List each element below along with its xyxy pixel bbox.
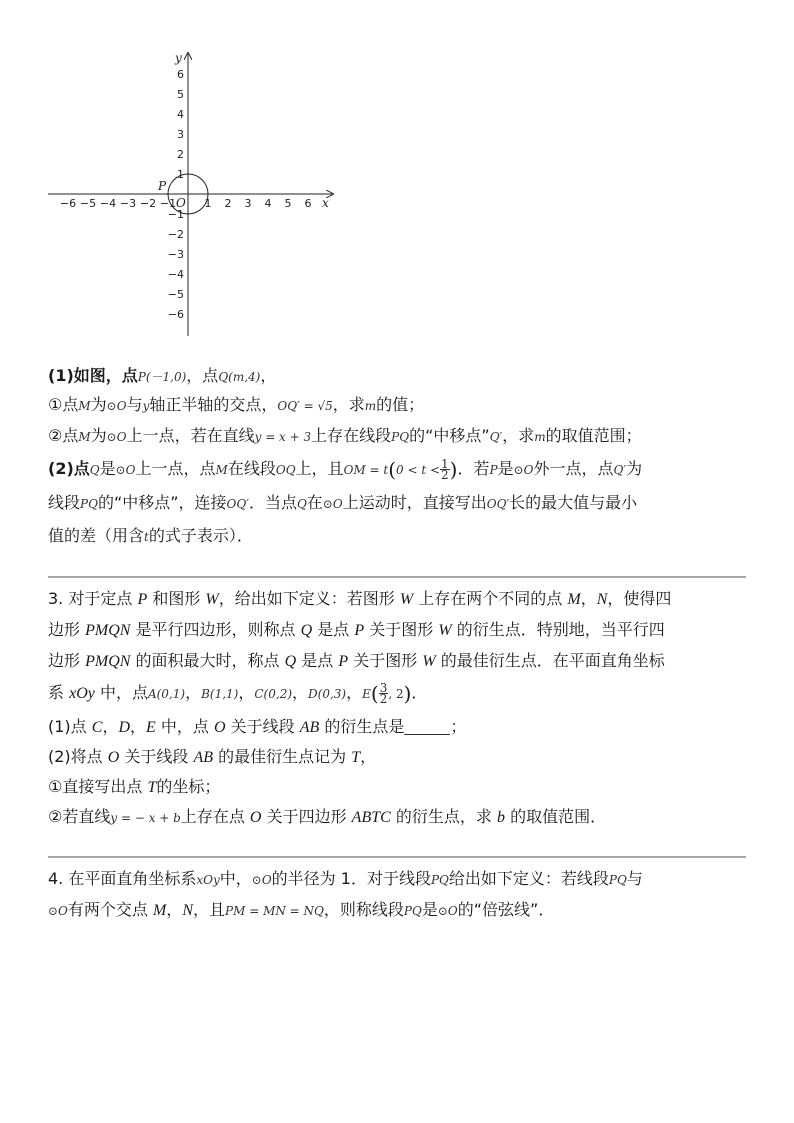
origin-label: O: [176, 196, 186, 210]
q2-part2-line: (2)点Q是⊙O上一点，点M在线段OQ上，且OM = t(0 < t < $\frac{1}{2}$ )．若P是⊙O外一点，点Q′为: [48, 457, 643, 482]
x-axis-label: x: [322, 196, 329, 210]
x-tick-label: 2: [224, 197, 232, 210]
y-tick-label: 4: [177, 108, 184, 121]
q3-line3: 边形 PMQN 的面积最大时，称点 Q 是点 P 关于图形 W 的最佳衍生点．在平面直角坐标: [48, 651, 665, 670]
section-divider: [48, 576, 746, 578]
y-axis-label: y: [175, 51, 182, 65]
point-p-label: P: [158, 179, 167, 193]
q2-part2-line2: 线段PQ的“中移点”，连接OQ′．当点Q在⊙O上运动时，直接写出OQ′长的最大值与最小: [48, 493, 638, 512]
x-tick-label: −1: [159, 197, 177, 210]
y-tick-label: 2: [177, 148, 184, 161]
x-tick-label: −4: [99, 197, 117, 210]
y-tick-label: 5: [177, 88, 184, 101]
answer-blank: [404, 718, 450, 735]
x-tick-label: 1: [204, 197, 212, 210]
q2-part2-line3: 值的差（用含t的式子表示）．: [48, 526, 253, 545]
x-tick-label: 6: [304, 197, 312, 210]
q4-line2: ⊙O有两个交点 M，N，且PM = MN = NQ，则称线段PQ是⊙O的“倍弦线”．: [48, 900, 555, 919]
q2-sub1-line: ①点M为⊙O与y轴正半轴的交点，OQ′ = √5，求m的值；: [48, 395, 425, 414]
x-tick-label: −3: [119, 197, 137, 210]
q2-sub2-line: ②点M为⊙O上一点，若在直线y = x + 3上存在线段PQ的“中移点”Q′，求m的取值范围；: [48, 426, 642, 445]
y-tick-label: 3: [177, 128, 184, 141]
q4-line1: 4. 在平面直角坐标系xOy中，⊙O的半径为 1．对于线段PQ给出如下定义：若线段PQ与: [48, 869, 643, 888]
coordinate-figure: [40, 44, 340, 344]
x-tick-label: −6: [59, 197, 77, 210]
q3-line1: 3. 对于定点 P 和图形 W，给出如下定义：若图形 W 上存在两个不同的点 M，N，使得四: [48, 589, 672, 608]
y-tick-label: −3: [167, 248, 184, 261]
section-divider-2: [48, 856, 746, 858]
q3-part1-line: (1)点 C，D，E 中，点 O 关于线段 AB 的衍生点是 ；: [48, 717, 467, 736]
q3-line2: 边形 PMQN 是平行四边形，则称点 Q 是点 P 关于图形 W 的衍生点．特别地，当平行四: [48, 620, 665, 639]
q2-part1-line: (1)如图，点P(－1,0)，点Q(m,4)，: [48, 366, 277, 385]
y-tick-label: −1: [167, 208, 184, 221]
y-tick-label: 6: [177, 68, 184, 81]
q3-sub2-line: ②若直线y = − x + b上存在点 O 关于四边形 ABTC 的衍生点，求 b 的取值范围．: [48, 807, 607, 826]
y-tick-label: −5: [167, 288, 184, 301]
x-tick-label: 4: [264, 197, 272, 210]
q3-sub1-line: ①直接写出点 T的坐标；: [48, 777, 221, 796]
y-tick-label: −2: [167, 228, 184, 241]
y-tick-label: 1: [177, 168, 184, 181]
x-tick-label: 5: [284, 197, 292, 210]
q3-part2-line: (2)将点 O 关于线段 AB 的最佳衍生点记为 T，: [48, 747, 377, 766]
y-tick-label: −4: [167, 268, 184, 281]
y-tick-label: −6: [167, 308, 184, 321]
q3-line4: 系 xOy 中，点A(0,1)，B(1,1)，C(0,2)，D(0,3)，E( $\frac{3}{2}$ , 2)．: [48, 681, 428, 706]
x-tick-label: −5: [79, 197, 97, 210]
x-tick-label: −2: [139, 197, 157, 210]
x-tick-label: 3: [244, 197, 252, 210]
